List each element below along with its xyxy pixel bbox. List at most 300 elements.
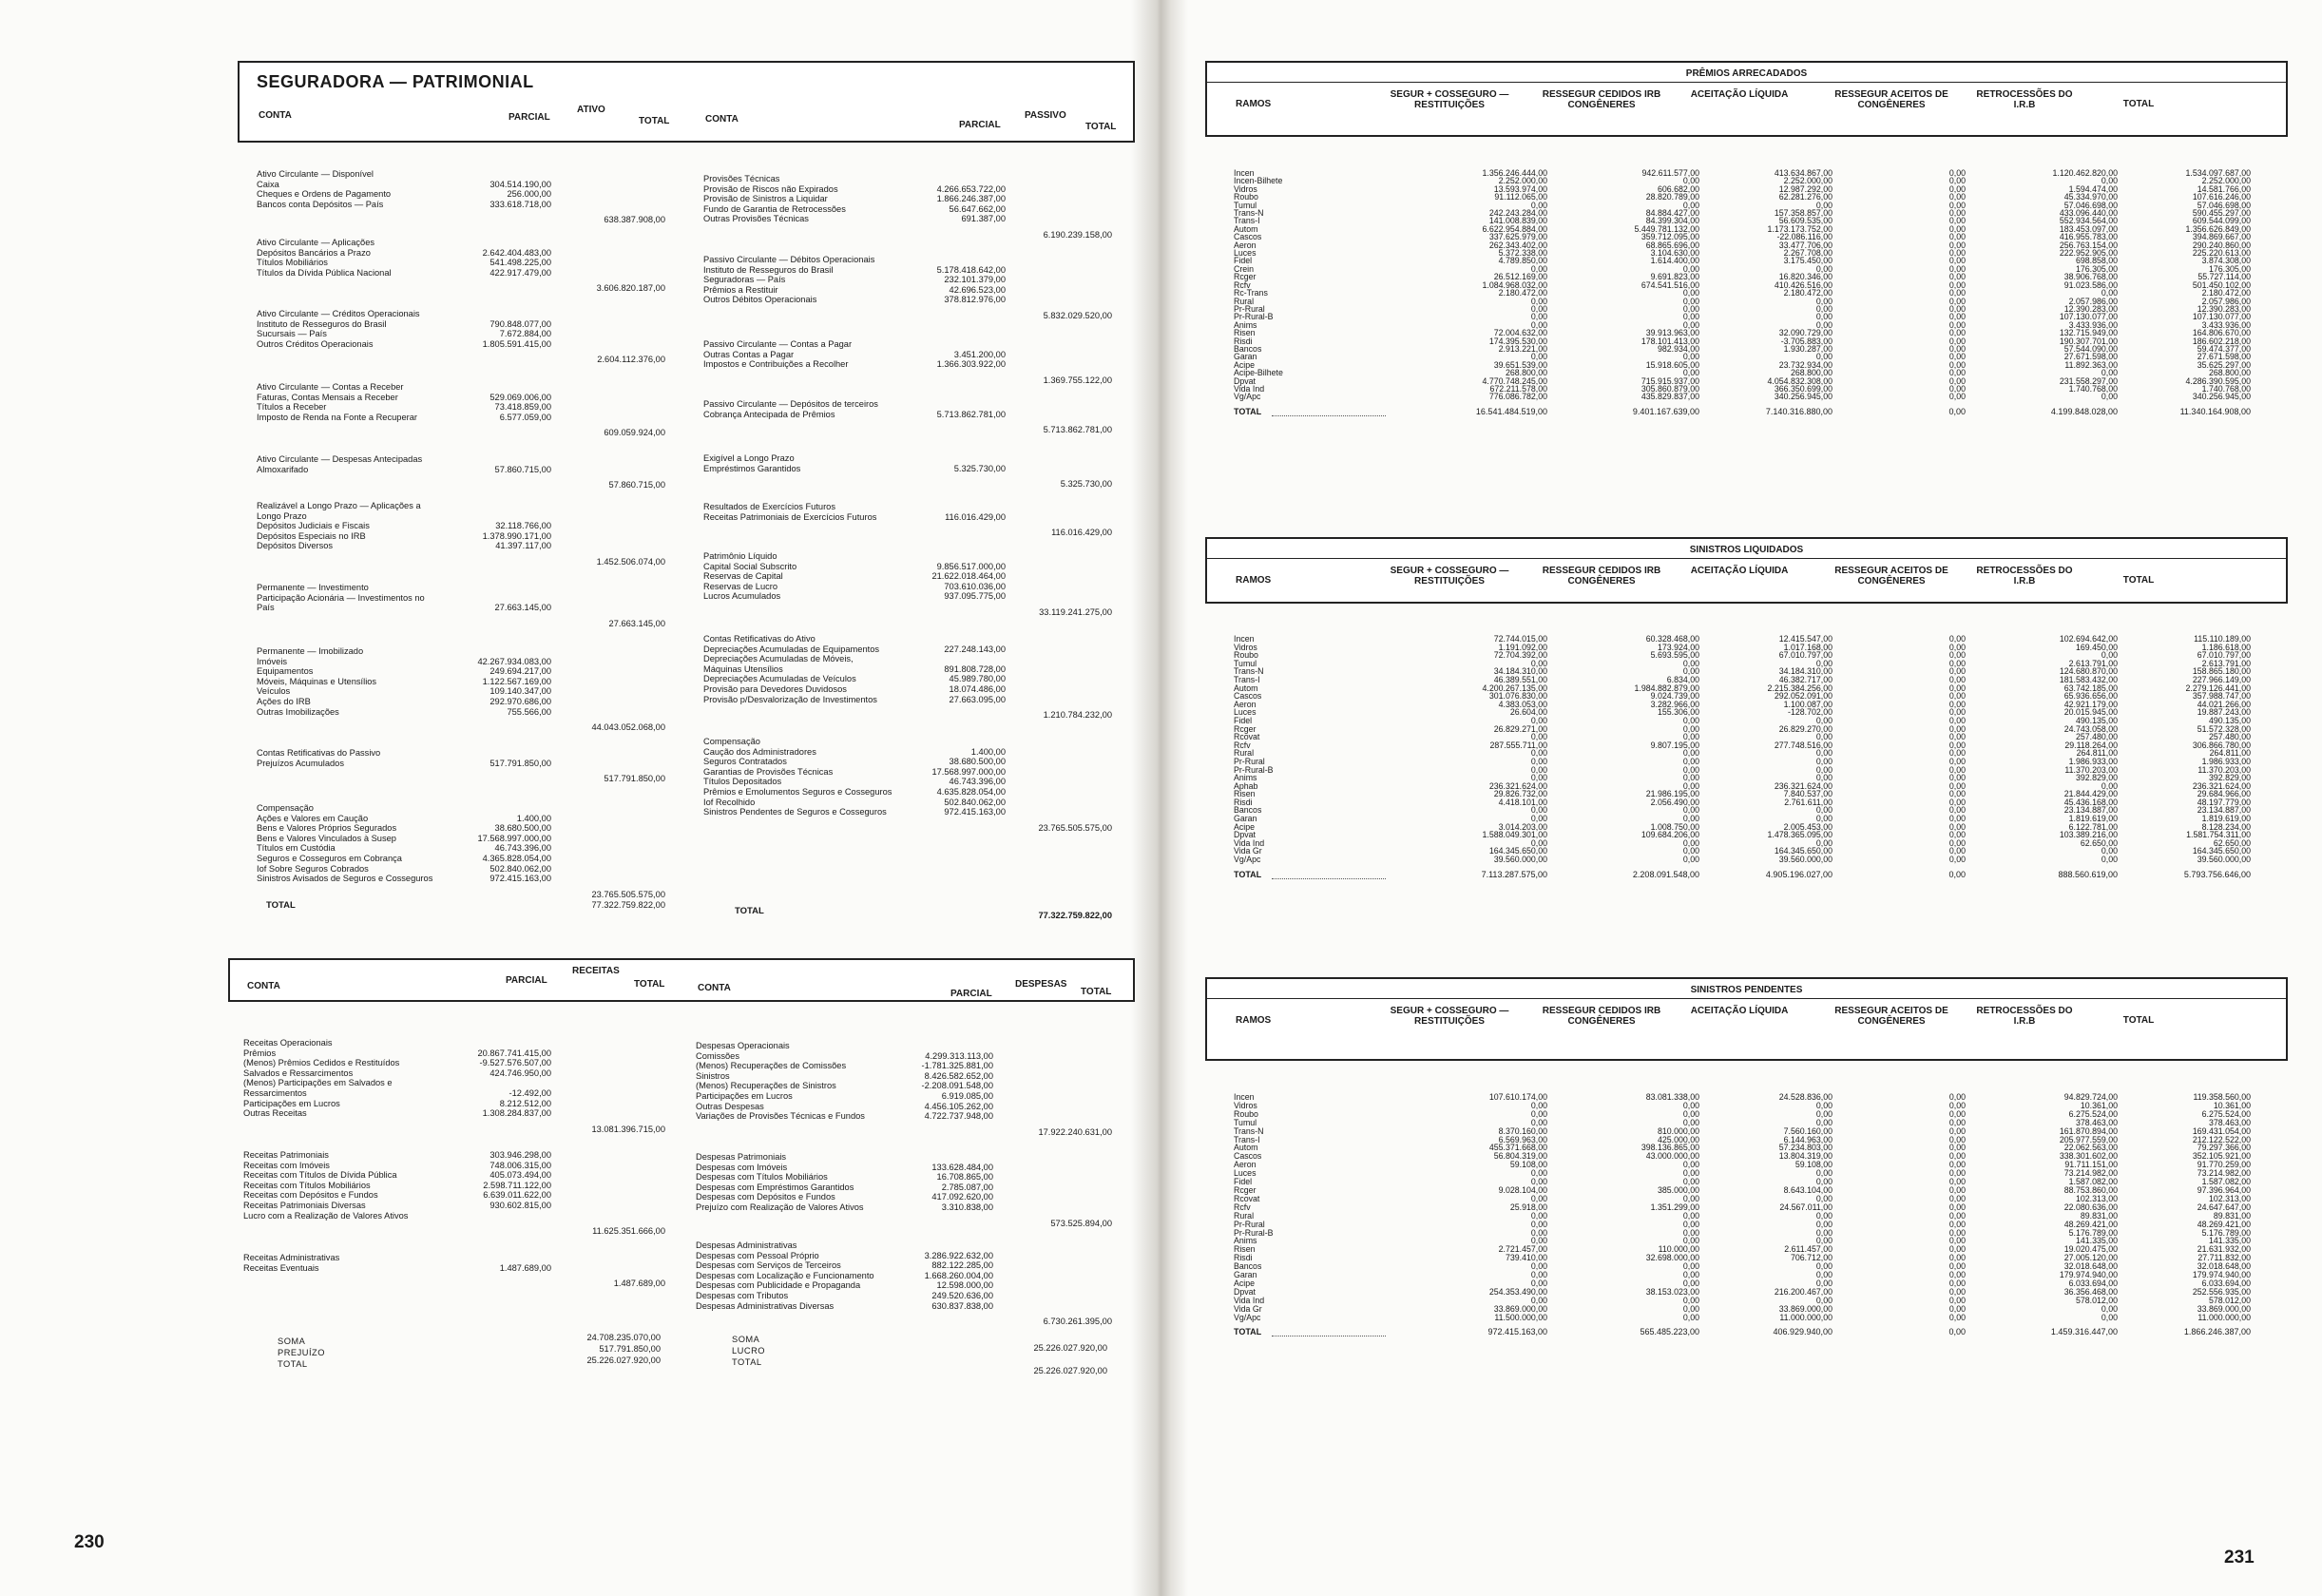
- account-line: Fundo de Garantia de Retrocessões: [703, 203, 846, 214]
- ramo-name: Vg/Apc: [1234, 1312, 1261, 1322]
- parcial-value: -1.781.325.881,00: [921, 1061, 993, 1071]
- account-group-parcial: [873, 174, 1006, 224]
- parcial-value: -12.492,00: [509, 1087, 551, 1098]
- parcial-value: [418, 1038, 551, 1048]
- lucro-label: LUCRO: [732, 1346, 766, 1356]
- cell-value: 65.936.656,00: [2063, 691, 2118, 702]
- column-header: ACEITAÇÃO LÍQUIDA: [1690, 1006, 1789, 1016]
- ramo-name: Rcovat: [1234, 732, 1260, 742]
- account-line: Realizável a Longo Prazo — Aplicações a: [257, 501, 421, 510]
- cell-value: 23.134.887,00: [2197, 805, 2251, 816]
- account-line: Imposto de Renda na Fonte a Recuperar: [257, 412, 417, 422]
- table-total-value: 11.340.164.908,00: [2179, 406, 2251, 416]
- cell-value: 9.807.195,00: [1650, 740, 1699, 750]
- account-line: Faturas, Contas Mensais a Receber: [257, 392, 398, 402]
- cell-value: 0,00: [1948, 248, 1966, 259]
- cell-value: 306.866.780,00: [2192, 740, 2251, 750]
- parcial-value: 45.989.780,00: [949, 674, 1006, 684]
- account-line: Compensação: [257, 803, 314, 813]
- cell-value: 674.541.516,00: [1641, 279, 1699, 290]
- cell-value: 0,00: [2101, 176, 2118, 186]
- account-line: Sucursais — País: [257, 329, 327, 339]
- parcial-value: 304.514.190,00: [489, 179, 551, 189]
- account-group-parcial: [873, 339, 1006, 370]
- ramo-name: Bancos: [1234, 805, 1262, 816]
- cell-value: 11.000.000,00: [2197, 1312, 2251, 1322]
- parcial-value: 5.325.730,00: [953, 463, 1006, 473]
- account-line: Ressarcimentos: [243, 1087, 307, 1098]
- cell-value: 24.567.011,00: [1779, 1202, 1833, 1212]
- parcial-value: 502.840.062,00: [489, 863, 551, 874]
- cell-value: 0,00: [1948, 336, 1966, 346]
- ramo-name: Rcfv: [1234, 1202, 1251, 1212]
- cell-value: 425.000,00: [1657, 1134, 1699, 1144]
- cell-value: 227.966.149,00: [2192, 674, 2251, 684]
- account-line: Títulos em Custódia: [257, 843, 336, 854]
- ramo-name: Trans-N: [1234, 1125, 1264, 1136]
- cell-value: 110.000,00: [1658, 1244, 1699, 1255]
- cell-value: 21.631.932,00: [2197, 1244, 2251, 1255]
- cell-value: 158.865.180,00: [2192, 666, 2251, 677]
- parcial-value: 1.400,00: [516, 813, 551, 823]
- soma-value: 24.708.235.070,00: [586, 1333, 661, 1342]
- account-group-parcial: [873, 634, 1006, 704]
- ramo-name: Vida Gr: [1234, 1303, 1262, 1314]
- account-group-parcial: [873, 551, 1006, 602]
- ramo-name: Autom: [1234, 683, 1258, 693]
- ramo-name: Incen: [1234, 168, 1255, 178]
- cell-value: 91.023.586,00: [2063, 279, 2118, 290]
- soma-label: SOMA: [278, 1336, 306, 1346]
- account-line: Depreciações Acumuladas de Móveis,: [703, 654, 854, 664]
- account-line: Provisão de Sinistros a Liquidar: [703, 194, 828, 204]
- cell-value: 0,00: [1948, 789, 1966, 799]
- cell-value: 0,00: [1530, 1117, 1547, 1127]
- parcial-value: [860, 1240, 993, 1251]
- account-line: Caução dos Administradores: [703, 746, 816, 757]
- cell-value: 0,00: [1682, 1295, 1699, 1305]
- cell-value: 89.831,00: [2080, 1210, 2118, 1221]
- cell-value: 12.390.283,00: [2197, 303, 2251, 314]
- value-column: [1994, 169, 2118, 401]
- ramo-name: Vg/Apc: [1234, 855, 1261, 865]
- parcial-value: [418, 1078, 551, 1088]
- hdr-res-parcial: PARCIAL: [506, 975, 547, 986]
- cell-value: 1.186.618,00: [2201, 642, 2251, 652]
- cell-value: 62.281.276,00: [1778, 192, 1833, 202]
- cell-value: 83.081.338,00: [1645, 1092, 1699, 1102]
- cell-value: 0,00: [1948, 674, 1966, 684]
- cell-value: 46.382.717,00: [1778, 674, 1833, 684]
- column-header: RAMOS: [1236, 1015, 1272, 1026]
- cell-value: 1.986.933,00: [2201, 756, 2251, 766]
- parcial-value: [418, 309, 551, 319]
- cell-value: 0,00: [1530, 319, 1547, 330]
- account-line: Outras Imobilizações: [257, 706, 339, 717]
- cell-value: 0,00: [1815, 1278, 1833, 1288]
- ramo-name: Anims: [1234, 1236, 1257, 1246]
- cell-value: 63.742.185,00: [2063, 683, 2118, 693]
- cell-value: 378.463,00: [2208, 1117, 2251, 1127]
- cell-value: 0,00: [2101, 368, 2118, 378]
- ramo-name: Incen: [1234, 1092, 1255, 1102]
- account-group-total: 1.369.755.122,00: [1043, 375, 1112, 385]
- cell-value: 0,00: [1815, 1177, 1833, 1187]
- cell-value: 33.869.000,00: [1493, 1303, 1547, 1314]
- cell-value: 0,00: [2101, 650, 2118, 661]
- parcial-value: 56.647.662,00: [949, 203, 1006, 214]
- table-total-label: TOTAL: [1234, 1327, 1262, 1337]
- cell-value: 0,00: [1530, 805, 1547, 816]
- ramo-name: Autom: [1234, 223, 1258, 234]
- account-line: Iof Recolhido: [703, 797, 756, 807]
- cell-value: 4.286.390.595,00: [2185, 375, 2251, 386]
- ramo-name: Vg/Apc: [1234, 392, 1261, 402]
- account-line: (Menos) Participações em Salvados e: [243, 1078, 393, 1088]
- value-column: [1709, 1093, 1833, 1321]
- account-group-total: 23.765.505.575,00: [1038, 822, 1112, 833]
- parcial-value: 5.713.862.781,00: [936, 409, 1006, 419]
- cell-value: 0,00: [1682, 200, 1699, 210]
- ramo-name: Trans-N: [1234, 666, 1264, 677]
- account-line: Ativo Circulante — Contas a Receber: [257, 382, 404, 392]
- parcial-value: 882.122.285,00: [931, 1260, 993, 1271]
- cell-value: 179.974.940,00: [2192, 1270, 2251, 1280]
- account-line: Máquinas Utensílios: [703, 663, 783, 674]
- cell-value: 57.234.803,00: [1778, 1143, 1833, 1153]
- cell-value: 1.356.246.444,00: [1482, 168, 1547, 178]
- parcial-value: [418, 1211, 551, 1221]
- cell-value: 6.834,00: [1666, 674, 1699, 684]
- cell-value: 1.478.365.095,00: [1767, 830, 1833, 840]
- parcial-value: [873, 654, 1006, 664]
- cell-value: 0,00: [1948, 359, 1966, 370]
- cell-value: 3.282.966,00: [1650, 699, 1699, 709]
- cell-value: 39.651.539,00: [1493, 359, 1547, 370]
- account-group-total: 23.765.505.575,00: [591, 889, 665, 899]
- parcial-value: 3.286.922.632,00: [924, 1250, 993, 1260]
- ramo-name: Tumul: [1234, 658, 1257, 668]
- cell-value: 1.173.173.752,00: [1767, 223, 1833, 234]
- ramo-name: Vida Gr: [1234, 846, 1262, 856]
- cell-value: 0,00: [1948, 756, 1966, 766]
- cell-value: 157.358.857,00: [1774, 208, 1833, 219]
- account-group-parcial: [860, 1152, 993, 1213]
- cell-value: 2.252.000,00: [1783, 176, 1833, 186]
- account-line: Receitas Administrativas: [243, 1253, 340, 1262]
- account-group-parcial: [418, 501, 551, 551]
- account-line: Despesas Operacionais: [696, 1041, 790, 1050]
- cell-value: 257.480,00: [2208, 732, 2251, 742]
- cell-value: 0,00: [1682, 319, 1699, 330]
- cell-value: 2.613.791,00: [2068, 658, 2118, 668]
- cell-value: 264.811,00: [2076, 748, 2118, 759]
- cell-value: 0,00: [1530, 1108, 1547, 1119]
- cell-value: 231.558.297,00: [2059, 375, 2118, 386]
- parcial-value: 4.365.828.054,00: [482, 853, 551, 863]
- cell-value: 169.431.054,00: [2192, 1125, 2251, 1136]
- account-group-total: 17.922.240.631,00: [1038, 1126, 1112, 1137]
- cell-value: 4.789.850,00: [1498, 256, 1547, 266]
- cell-value: 2.057.986,00: [2068, 296, 2118, 306]
- parcial-value: 937.095.775,00: [944, 591, 1006, 602]
- parcial-value: 1.805.591.415,00: [482, 338, 551, 349]
- ramo-name: Pr-Rural: [1234, 1219, 1265, 1229]
- account-line: Equipamentos: [257, 666, 314, 677]
- table-total-value: 406.929.940,00: [1773, 1327, 1833, 1337]
- ramo-name: Autom: [1234, 1143, 1258, 1153]
- cell-value: 0,00: [1682, 723, 1699, 734]
- cell-value: 59.474.377,00: [2197, 343, 2251, 354]
- parcial-value: 1.668.260.004,00: [924, 1270, 993, 1280]
- value-column: [1709, 169, 1833, 401]
- cell-value: 0,00: [1948, 392, 1966, 402]
- total-leader-dots: [1272, 415, 1386, 416]
- account-group-total: 44.043.052.068,00: [591, 722, 665, 733]
- parcial-value: [418, 169, 551, 180]
- cell-value: 0,00: [1530, 837, 1547, 848]
- ramo-name: Acipe: [1234, 821, 1256, 832]
- account-line: Bens e Valores Vinculados à Susep: [257, 833, 396, 843]
- cell-value: 2.056.490,00: [1650, 797, 1699, 807]
- cell-value: 1.740.768,00: [2201, 383, 2251, 394]
- cell-value: 183.453.097,00: [2059, 223, 2118, 234]
- cell-value: 39.560.000,00: [1493, 855, 1547, 865]
- ramo-name: Rcovat: [1234, 1193, 1260, 1203]
- cell-value: 0,00: [1948, 773, 1966, 783]
- cell-value: 0,00: [1530, 814, 1547, 824]
- total-label-left: TOTAL: [278, 1359, 308, 1369]
- cell-value: 141.335,00: [2208, 1236, 2251, 1246]
- cell-value: 0,00: [1682, 805, 1699, 816]
- cell-value: 13.804.319,00: [1778, 1151, 1833, 1162]
- cell-value: 385.000,00: [1657, 1184, 1699, 1195]
- cell-value: 161.870.894,00: [2059, 1125, 2118, 1136]
- parcial-value: -2.208.091.548,00: [921, 1081, 993, 1091]
- cell-value: 338.301.602,00: [2059, 1151, 2118, 1162]
- cell-value: 0,00: [1948, 707, 1966, 718]
- cell-value: 6.033.694,00: [2201, 1278, 2251, 1288]
- parcial-value: 8.426.582.652,00: [924, 1070, 993, 1081]
- account-line: Receitas com Títulos Mobiliários: [243, 1180, 371, 1190]
- parcial-value: [873, 453, 1006, 464]
- cell-value: 28.820.789,00: [1645, 192, 1699, 202]
- cell-value: 0,00: [1815, 319, 1833, 330]
- hdr-receitas: RECEITAS: [572, 966, 620, 976]
- hdr-passivo: PASSIVO: [1025, 110, 1066, 121]
- cell-value: 0,00: [1948, 837, 1966, 848]
- parcial-value: 16.708.865,00: [936, 1172, 993, 1183]
- cell-value: 1.120.462.820,00: [2052, 168, 2118, 178]
- cell-value: 392.829,00: [2075, 773, 2118, 783]
- cell-value: 0,00: [1682, 658, 1699, 668]
- cell-value: 1.984.882.879,00: [1634, 683, 1699, 693]
- cell-value: 212.122.522,00: [2192, 1134, 2251, 1144]
- cell-value: 107.616.246,00: [2192, 192, 2251, 202]
- parcial-value: 18.074.486,00: [949, 683, 1006, 694]
- parcial-value: 790.848.077,00: [489, 318, 551, 329]
- cell-value: 0,00: [1682, 1108, 1699, 1119]
- parcial-value: 517.791.850,00: [489, 758, 551, 768]
- account-group-parcial: [860, 1240, 993, 1311]
- cell-value: 62.650,00: [2213, 837, 2251, 848]
- ramo-name: Roubo: [1234, 192, 1258, 202]
- parcial-value: 333.618.718,00: [489, 199, 551, 209]
- hdr-parcial: PARCIAL: [509, 112, 550, 123]
- cell-value: 0,00: [1682, 780, 1699, 791]
- parcial-value: 73.418.859,00: [494, 402, 551, 413]
- cell-value: 3.433.936,00: [2201, 319, 2251, 330]
- cell-value: 0,00: [1682, 296, 1699, 306]
- cell-value: 73.214.982,00: [2063, 1168, 2118, 1179]
- cell-value: 1.588.049.301,00: [1482, 830, 1547, 840]
- ramo-name: Anims: [1234, 319, 1257, 330]
- ramo-name: Rcfv: [1234, 279, 1251, 290]
- cell-value: 3.175.450,00: [1783, 256, 1833, 266]
- account-group-parcial: [418, 803, 551, 884]
- value-column: [1576, 169, 1699, 401]
- cell-value: 5.176.789,00: [2201, 1227, 2251, 1238]
- cell-value: 0,00: [1948, 780, 1966, 791]
- cell-value: 0,00: [1815, 764, 1833, 775]
- cell-value: 2.180.472,00: [1498, 288, 1547, 298]
- cell-value: 340.256.945,00: [1774, 392, 1833, 402]
- parcial-value: 17.568.997.000,00: [931, 766, 1006, 777]
- cell-value: 176.305,00: [2208, 263, 2251, 274]
- parcial-value: 1.487.689,00: [499, 1262, 551, 1273]
- cell-value: 410.426.516,00: [1774, 279, 1833, 290]
- account-group-parcial: [873, 399, 1006, 419]
- parcial-value: 378.812.976,00: [944, 295, 1006, 305]
- parcial-value: 1.400,00: [970, 746, 1006, 757]
- cell-value: 8.370.160,00: [1498, 1125, 1547, 1136]
- cell-value: 0,00: [1948, 368, 1966, 378]
- cell-value: 739.410,00: [1505, 1253, 1547, 1263]
- account-line: Passivo Circulante — Débitos Operacionais: [703, 255, 875, 264]
- cell-value: 9.691.823,00: [1650, 272, 1699, 282]
- account-line: Títulos Depositados: [703, 777, 782, 787]
- cell-value: 0,00: [1948, 223, 1966, 234]
- column-header: RETROCESSÕES DO I.R.B: [1976, 1006, 2073, 1027]
- ramo-name: Bancos: [1234, 343, 1262, 354]
- cell-value: 0,00: [1815, 748, 1833, 759]
- parcial-value: 57.860.715,00: [494, 464, 551, 474]
- cell-value: 27.005.120,00: [2063, 1253, 2118, 1263]
- cell-value: 0,00: [1682, 666, 1699, 677]
- cell-value: 5.176.789,00: [2068, 1227, 2118, 1238]
- parcial-value: 529.069.006,00: [489, 392, 551, 402]
- cell-value: 9.028.104,00: [1498, 1184, 1547, 1195]
- parcial-value: 891.808.728,00: [944, 663, 1006, 674]
- cell-value: 97.396.964,00: [2197, 1184, 2251, 1195]
- ramo-name: Dpvat: [1234, 830, 1256, 840]
- account-line: Outras Despesas: [696, 1101, 764, 1111]
- cell-value: 24.528.836,00: [1778, 1092, 1833, 1102]
- ramos-column: [1234, 169, 1283, 401]
- cell-value: 45.436.168,00: [2063, 797, 2118, 807]
- cell-value: 0,00: [1682, 176, 1699, 186]
- cell-value: 0,00: [1682, 312, 1699, 322]
- cell-value: 56.609.535,00: [1778, 216, 1833, 226]
- cell-value: 2.180.472,00: [2201, 288, 2251, 298]
- cell-value: 0,00: [1530, 303, 1547, 314]
- table-total-label: TOTAL: [1234, 869, 1262, 879]
- value-column: [1424, 635, 1547, 864]
- parcial-value: 46.743.396,00: [949, 777, 1006, 787]
- parcial-value: 38.680.500,00: [949, 757, 1006, 767]
- cell-value: 12.987.292,00: [1778, 183, 1833, 194]
- cell-value: 0,00: [1682, 846, 1699, 856]
- cell-value: 5.372.338,00: [1498, 248, 1547, 259]
- account-line: Provisões Técnicas: [703, 174, 780, 183]
- ramo-name: Garan: [1234, 1270, 1257, 1280]
- table-total-value: 1.459.316.447,00: [2050, 1327, 2118, 1337]
- parcial-value: [873, 339, 1006, 350]
- patrimonial-title: SEGURADORA — PATRIMONIAL: [257, 72, 534, 91]
- account-group-total: 5.325.730,00: [1060, 479, 1112, 490]
- cell-value: 59.108,00: [1509, 1160, 1547, 1170]
- cell-value: 0,00: [1948, 1100, 1966, 1110]
- cell-value: 0,00: [1948, 1270, 1966, 1280]
- cell-value: 181.583.432,00: [2059, 674, 2118, 684]
- cell-value: 490.135,00: [2075, 715, 2118, 725]
- ramo-name: Pr-Rural-B: [1234, 312, 1274, 322]
- cell-value: 173.924,00: [1657, 642, 1699, 652]
- ramo-name: Tumul: [1234, 1117, 1257, 1127]
- cell-value: 0,00: [1948, 256, 1966, 266]
- cell-value: 0,00: [1682, 263, 1699, 274]
- cell-value: 6.275.524,00: [2068, 1108, 2118, 1119]
- ramo-name: Risdi: [1234, 1253, 1253, 1263]
- cell-value: 174.395.530,00: [1488, 336, 1547, 346]
- cell-value: 57.046.698,00: [2197, 200, 2251, 210]
- cell-value: 0,00: [1948, 1177, 1966, 1187]
- account-line: Caixa: [257, 179, 279, 189]
- cell-value: 26.829.271,00: [1493, 723, 1547, 734]
- table-total-value: 16.541.484.519,00: [1475, 406, 1547, 416]
- cell-value: 48.269.421,00: [2063, 1219, 2118, 1229]
- cell-value: 0,00: [1948, 642, 1966, 652]
- account-line: Instituto de Resseguros do Brasil: [257, 318, 387, 329]
- account-line: Sinistros: [696, 1070, 730, 1081]
- cell-value: 0,00: [1682, 1236, 1699, 1246]
- cell-value: 0,00: [1530, 756, 1547, 766]
- ramo-name: Luces: [1234, 707, 1257, 718]
- account-line: Prêmios: [243, 1048, 277, 1058]
- cell-value: 0,00: [1530, 1177, 1547, 1187]
- parcial-value: 691.387,00: [961, 214, 1006, 224]
- cell-value: 22.080.636,00: [2063, 1202, 2118, 1212]
- account-line: Prejuízos Acumulados: [257, 758, 344, 768]
- account-line: Sinistros Avisados de Seguros e Cosseguros: [257, 874, 433, 884]
- account-line: País: [257, 603, 275, 613]
- parcial-value: [873, 399, 1006, 410]
- cell-value: 1.356.626.849,00: [2185, 223, 2251, 234]
- table-total-value: 9.401.167.639,00: [1632, 406, 1699, 416]
- cell-value: 578.012,00: [2208, 1295, 2251, 1305]
- parcial-value: 2.598.711.122,00: [483, 1180, 551, 1190]
- cell-value: 0,00: [1948, 343, 1966, 354]
- parcial-value: 38.680.500,00: [494, 823, 551, 834]
- ramo-name: Rural: [1234, 1210, 1255, 1221]
- account-line: Permanente — Imobilizado: [257, 646, 364, 656]
- cell-value: 277.748.516,00: [1774, 740, 1833, 750]
- parcial-value: 42.267.934.083,00: [477, 656, 551, 666]
- account-line: Exigível a Longo Prazo: [703, 453, 795, 463]
- cell-value: 715.915.937,00: [1641, 375, 1699, 386]
- cell-value: 164.345.650,00: [2192, 846, 2251, 856]
- parcial-value: 755.566,00: [507, 706, 551, 717]
